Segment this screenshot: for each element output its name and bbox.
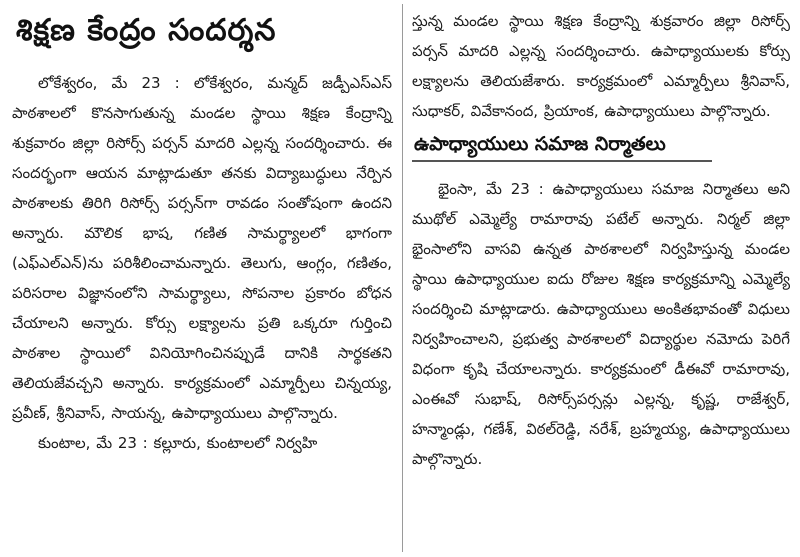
right-column [412, 6, 790, 474]
left-column [12, 6, 392, 458]
subheadline: ఉపాధ్యాయులు సమాజ నిర్మాతలు [414, 133, 666, 155]
article-paragraph-bhainsa: భైంసా, మే 23 : ఉపాధ్యాయులు సమాజ నిర్మాతలు అని ముథోల్ ఎమ్మెల్యే రామారావు పటేల్ అన్నారు. నిర్మల్ జిల్లా భైంసాలోని వాసవి ఉన్నత పాఠశాలలో నిర్వహిస్తున్న మండల స్థాయి ఉపాధ్యాయుల ఐదు రోజుల శిక్షణ కార్యక్రమాన్ని ఎమ్మెల్యే సందర్శించి మాట్లాడారు. ఉపాధ్యాయులు అంకితభావంతో విధులు నిర్వహించాలని, ప్రభుత్వ పాఠశాలలో విద్యార్థుల నమోదు పెరిగే విధంగా కృషి చేయాలన్నారు. కార్యక్రమంలో డీఈవో రామారావు, ఎంఈవో సుభాష్, రిసోర్స్‌పర్సన్లు ఎల్లన్న, కృష్ణ, రాజేశ్వర్, హన్మాండ్లు, గణేశ్, విఠల్‌రెడ్డి, నరేశ్, బ్రహ్మయ్య, ఉపాధ్యాయులు పాల్గొన్నారు. [412, 180, 790, 468]
subheadline-underline [412, 160, 712, 162]
article-headline: శిక్షణ కేంద్రం సందర్శన [16, 13, 277, 48]
column-divider [402, 4, 403, 552]
article-paragraph-lokeshwaram: లోకేశ్వరం, మే 23 : లోకేశ్వరం, మన్మద్ జడ్పీఎస్ఎస్ పాఠశాలలో కొనసాగుతున్న మండల స్థాయి శిక్షణ కేంద్రాన్ని శుక్రవారం జిల్లా రిసోర్స్ పర్సన్ మాదరి ఎల్లన్న సందర్శించారు. ఈ సందర్భంగా ఆయన మాట్లాడుతూ తనకు విద్యాబుద్ధులు నేర్పిన పాఠశాలకు తిరిగి రిసోర్స్ పర్సన్‌గా రావడం సంతోషంగా ఉందని అన్నారు. మౌలిక భాష, గణిత సామర్థ్యాలలో భాగంగా (ఎఫ్ఎల్ఎన్)ను పరిశీలించామన్నారు. తెలుగు, ఆంగ్లం, గణితం, పరిసరాల విజ్ఞానంలోని సామర్థ్యాలు, సోపనాల ప్రకారం బోధన చేయాలని అన్నారు. కోర్సు లక్ష్యాలను ప్రతి ఒక్కరూ గుర్తించి పాఠశాల స్థాయిలో వినియోగించినప్పుడే దానికి సార్థకతని తెలియజేవచ్చని అన్నారు. కార్యక్రమంలో ఎమ్మార్పీలు చిన్నయ్య, ప్రవీణ్, శ్రీనివాస్, సాయన్న, ఉపాధ్యాయులు పాల్గొన్నారు. [12, 74, 392, 422]
article-paragraph-kuntala-continued: స్తున్న మండల స్థాయి శిక్షణ కేంద్రాన్ని శుక్రవారం జిల్లా రిసోర్స్ పర్సన్ మాదరి ఎల్లన్న సందర్శించారు. ఉపాధ్యాయులకు కోర్సు లక్ష్యాలను తెలియజేశారు. కార్యక్రమంలో ఎమ్మార్పీలు శ్రీనివాస్, సుధాకర్, వివేకానంద, ప్రియాంక, ఉపాధ్యాయులు పాల్గొన్నారు. [412, 12, 790, 120]
subheadline-block [412, 129, 790, 162]
article-paragraph-kuntala-start: కుంటాల, మే 23 : కల్లూరు, కుంటాలలో నిర్వహి [38, 434, 318, 452]
